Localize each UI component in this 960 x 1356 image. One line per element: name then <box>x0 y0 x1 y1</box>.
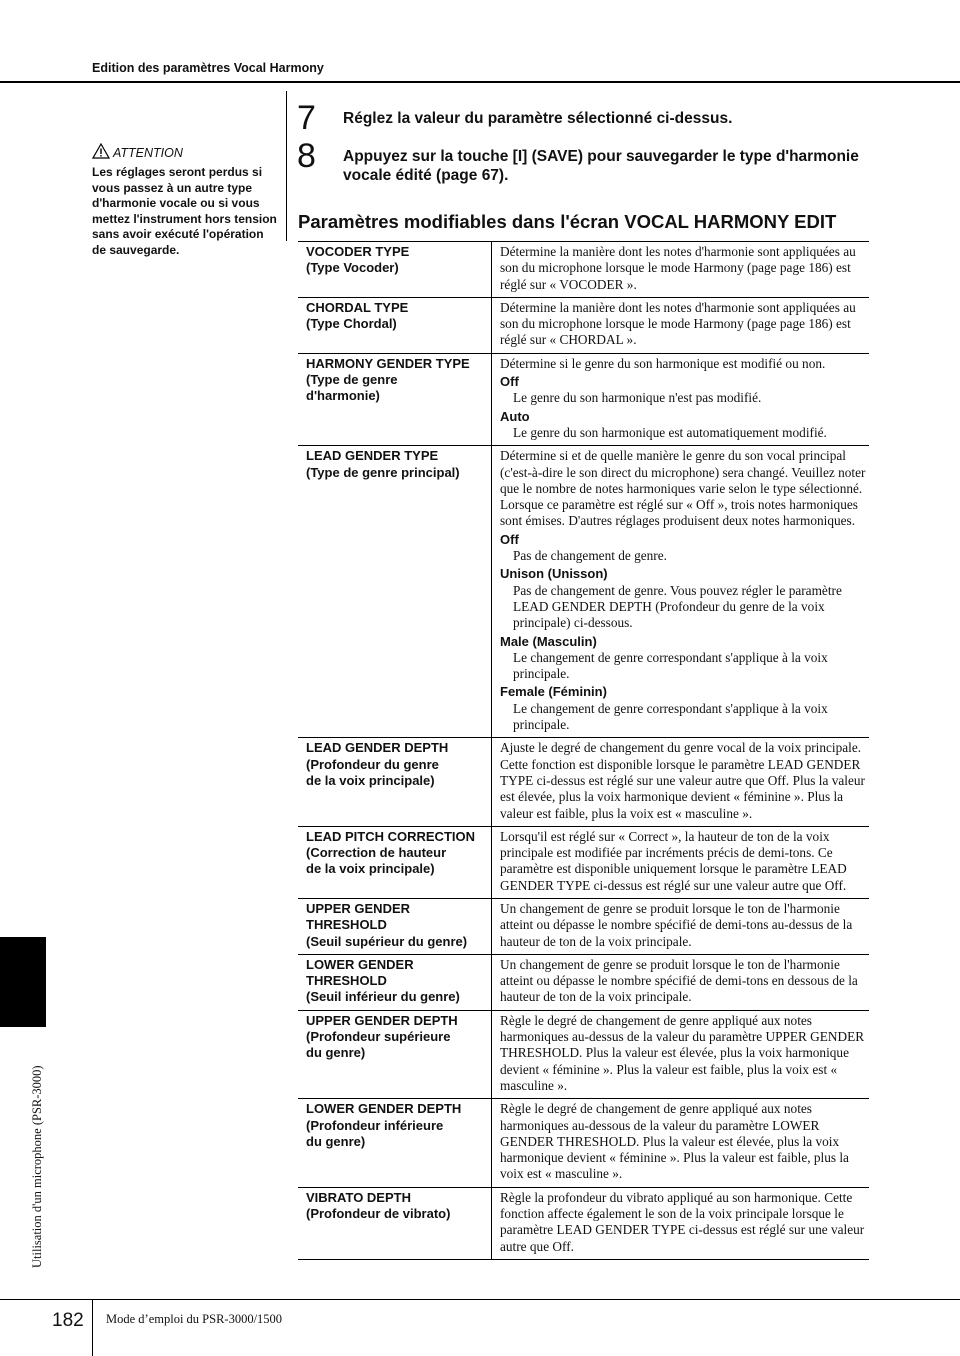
option-name: Female (Féminin) <box>500 684 607 700</box>
param-name-line: (Type Chordal) <box>306 316 397 332</box>
table-row <box>298 353 869 445</box>
param-name-line: LEAD PITCH CORRECTION <box>306 828 475 844</box>
param-description <box>492 446 870 738</box>
step-number: 7 <box>297 99 316 137</box>
option-description: Le genre du son harmonique n'est pas modifié. <box>513 390 762 406</box>
param-description <box>492 297 870 353</box>
column-divider <box>286 91 287 241</box>
param-name-line: THRESHOLD <box>306 917 387 933</box>
param-name-line: LEAD GENDER DEPTH <box>306 740 449 756</box>
param-name-line: HARMONY GENDER TYPE <box>306 355 470 371</box>
param-name <box>298 898 492 954</box>
attention-label: ATTENTION <box>113 145 183 160</box>
param-name-line: CHORDAL TYPE <box>306 299 409 315</box>
param-description <box>492 826 870 898</box>
param-description-text: Détermine si et de quelle manière le genre du son vocal principal (c'est-à-dire le son direct du microphone) sera changé. Veuillez noter que le nombre de notes harmoniques varie selon le type sélectionné. Lorsque ce paramètre est réglé sur « Off », trois notes harmoniques sont émises. D'autres réglages produisent deux notes harmoniques. <box>500 448 866 529</box>
param-description-text: Règle le degré de changement de genre appliqué aux notes harmoniques au-dessous de la valeur du paramètre LOWER GENDER THRESHOLD. Plus la valeur est élevée, plus la voix harmonique devient « féminine ». Plus la valeur est faible, plus la voix est « masculine ». <box>500 1101 849 1182</box>
param-name-line: (Type Vocoder) <box>306 260 399 276</box>
option-description: Pas de changement de genre. Vous pouvez régler le paramètre LEAD GENDER DEPTH (Profondeur du genre de la voix principale) ci-dessous. <box>513 582 842 631</box>
attention-heading <box>92 143 277 162</box>
param-description-text: Un changement de genre se produit lorsque le ton de l'harmonie atteint ou dépasse le nombre spécifié de demi-tons en dessous de la hauteur de ton de la voix principale. <box>500 956 858 1005</box>
option-name: Unison (Unisson) <box>500 566 608 582</box>
param-name-line: de la voix principale) <box>306 861 435 877</box>
param-name-line: d'harmonie) <box>306 388 380 404</box>
param-name <box>298 242 492 297</box>
table-row <box>298 738 869 826</box>
footer-divider <box>92 1300 93 1356</box>
param-name <box>298 297 492 353</box>
param-name-line: (Type de genre <box>306 372 398 388</box>
param-description <box>492 1187 870 1259</box>
param-name-line: (Type de genre principal) <box>306 464 460 480</box>
param-name-line: VOCODER TYPE <box>306 244 410 259</box>
option-name: Off <box>500 374 519 390</box>
param-description <box>492 1010 870 1098</box>
param-description <box>492 954 870 1010</box>
option-description: Pas de changement de genre. <box>513 548 667 564</box>
param-description <box>492 353 870 445</box>
param-name-line: (Profondeur du genre <box>306 756 439 772</box>
step-8 <box>297 139 868 185</box>
param-name <box>298 826 492 898</box>
param-name <box>298 353 492 445</box>
param-description-text: Détermine la manière dont les notes d'harmonie sont appliquées au son du microphone lorsque le mode Harmony (page page 186) est réglé sur « VOCODER ». <box>500 244 856 292</box>
step-text: Appuyez sur la touche [I] (SAVE) pour sauvegarder le type d'harmonie vocale édité (page 67). <box>343 148 859 184</box>
params-table <box>298 241 869 1260</box>
step-7 <box>297 101 868 135</box>
param-name-line: LOWER GENDER DEPTH <box>306 1101 462 1117</box>
param-name-line: (Seuil supérieur du genre) <box>306 933 468 949</box>
step-number: 8 <box>297 137 316 175</box>
running-header: Edition des paramètres Vocal Harmony <box>92 61 324 75</box>
param-description-text: Règle le degré de changement de genre appliqué aux notes harmoniques au-dessus de la valeur du paramètre UPPER GENDER THRESHOLD. Plus la valeur est élevée, plus la voix harmonique devient « féminine ». Plus la valeur est faible, plus la voix est « masculine ». <box>500 1012 865 1093</box>
param-description-text: Un changement de genre se produit lorsque le ton de l'harmonie atteint ou dépasse le nombre spécifié de demi-tons au-dessus de la hauteur de ton de la voix principale. <box>500 900 853 949</box>
param-name-line: VIBRATO DEPTH <box>306 1189 411 1205</box>
attention-note <box>92 143 277 258</box>
param-name-line: THRESHOLD <box>306 973 387 989</box>
table-row <box>298 898 869 954</box>
param-description-text: Détermine si le genre du son harmonique est modifié ou non. <box>500 355 826 371</box>
param-description-text: Lorsqu'il est réglé sur « Correct », la hauteur de ton de la voix principale est modifiée par incréments précis de demi-tons. Ce paramètre est disponible uniquement lorsque le paramètre LEAD GENDER TYPE ci-dessus est réglé sur une valeur autre que Off. <box>500 828 847 893</box>
attention-text: Les réglages seront perdus si vous passez à un autre type d'harmonie vocale ou si vous mettez l'instrument hors tension sans avoir exécuté l'opération de sauvegarde. <box>92 165 277 257</box>
param-name <box>298 954 492 1010</box>
table-row <box>298 242 869 297</box>
param-name <box>298 1187 492 1259</box>
param-name-line: (Seuil inférieur du genre) <box>306 989 460 1005</box>
table-row <box>298 297 869 353</box>
param-name-line: du genre) <box>306 1045 366 1061</box>
header-rule <box>0 81 960 83</box>
param-name-line: LOWER GENDER <box>306 956 414 972</box>
option-name: Male (Masculin) <box>500 633 597 649</box>
param-name <box>298 738 492 826</box>
footer-text: Mode d’emploi du PSR-3000/1500 <box>106 1312 283 1326</box>
warning-icon <box>92 143 110 162</box>
option-description: Le changement de genre correspondant s'applique à la voix principale. <box>513 700 828 733</box>
param-description <box>492 898 870 954</box>
chapter-side-label: Utilisation d'un microphone (PSR-3000) <box>30 1065 44 1268</box>
param-name <box>298 446 492 738</box>
param-description <box>492 1099 870 1187</box>
option-name: Auto <box>500 408 530 424</box>
section-title: Paramètres modifiables dans l'écran VOCAL HARMONY EDIT <box>298 211 837 232</box>
table-row <box>298 446 869 738</box>
param-description-text: Règle la profondeur du vibrato appliqué au son harmonique. Cette fonction affecte également le son de la voix principale lorsque le paramètre LEAD GENDER TYPE ci-dessus est réglé sur une valeur autre que Off. <box>500 1189 865 1254</box>
table-row <box>298 826 869 898</box>
page-number: 182 <box>52 1310 84 1331</box>
param-name <box>298 1010 492 1098</box>
table-row <box>298 1187 869 1259</box>
table-row <box>298 1010 869 1098</box>
param-name-line: (Correction de hauteur <box>306 845 447 861</box>
param-description <box>492 738 870 826</box>
param-name-line: UPPER GENDER DEPTH <box>306 1012 458 1028</box>
param-name-line: UPPER GENDER <box>306 900 411 916</box>
param-description <box>492 242 870 297</box>
param-name-line: (Profondeur supérieure <box>306 1029 451 1045</box>
footer-rule <box>0 1299 960 1300</box>
step-text: Réglez la valeur du paramètre sélectionné ci-dessus. <box>343 110 733 127</box>
param-description-text: Détermine la manière dont les notes d'harmonie sont appliquées au son du microphone lorsque le mode Harmony (page page 186) est réglé sur « CHORDAL ». <box>500 299 856 348</box>
param-description-text: Ajuste le degré de changement du genre vocal de la voix principale. Cette fonction est disponible lorsque le paramètre LEAD GENDER TYPE ci-dessus est réglé sur une valeur autre que Off. Plus la valeur est élevée, plus la voix harmonique devient « féminine ». Plus la valeur est faible, plus la voix est « masculine ». <box>500 740 865 821</box>
param-name-line: de la voix principale) <box>306 772 435 788</box>
table-row <box>298 1099 869 1187</box>
option-description: Le changement de genre correspondant s'applique à la voix principale. <box>513 649 828 682</box>
param-name-line: LEAD GENDER TYPE <box>306 448 439 464</box>
param-name-line: (Profondeur inférieure <box>306 1117 444 1133</box>
param-name-line: du genre) <box>306 1133 366 1149</box>
param-name <box>298 1099 492 1187</box>
option-description: Le genre du son harmonique est automatiquement modifié. <box>513 424 827 440</box>
chapter-tab <box>0 937 46 1027</box>
option-name: Off <box>500 531 519 547</box>
param-name-line: (Profondeur de vibrato) <box>306 1206 451 1222</box>
table-row <box>298 954 869 1010</box>
